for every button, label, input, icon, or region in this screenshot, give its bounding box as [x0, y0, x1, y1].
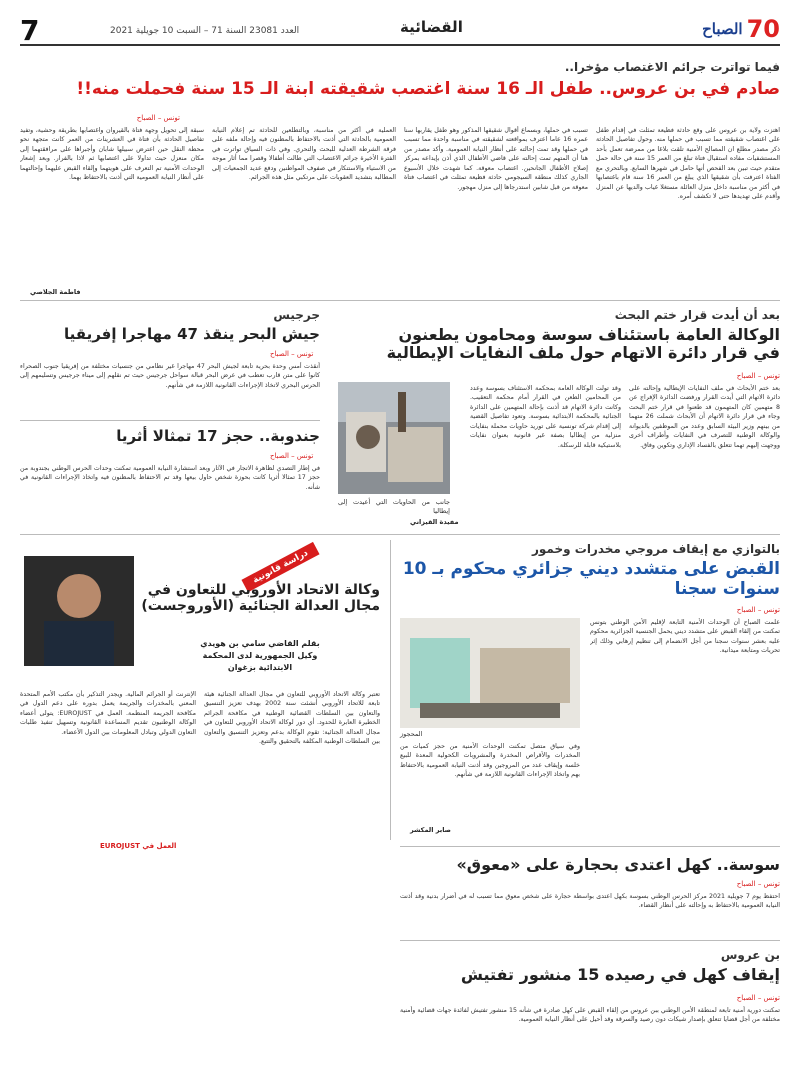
story2-col: بعد ختم الأبحاث في ملف النفايات الإيطالية وإحالته على دائرة الاتهام التي أيدت القرار ورفضت الدائرة الإفراج عن 8 متهمين كان المتهمون قد طعنوا في قرار ختم البحث وجاء في قرار دائرة الاتهام أن الأبحاث شملت 26 متهما من بينهم وزير البيئة السابق وعدد من الموظفين بالديوانة والوكالة الوطنية للتصرف في النفايات وأطراف أخرى ووجهت إليهم تهما تتعلق بالفساد الإداري وتكوين وفاق. [629, 385, 780, 449]
story5-body [590, 618, 780, 798]
story4-headline [20, 428, 320, 445]
story1-col: العملية في أكثر من مناسبة، وبالتطلعين للحادثة تم إعلام النيابة العمومية بالحادثة التي أذنت بالاحتفاظ بالمظنون فيه وإحالة ملفه على فرقة الشرطة العدلية للبحث والتحري. وفي ذات السياق تواترت في الفترة الأخيرة جرائم الاغتصاب التي طالت أطفالا وقصرا مما أثار موجة من الاستياء والاستنكار في صفوف المواطنين ودفع عديد الجمعيات إلى المطالبة بتشديد العقوبات على مرتكبي مثل هذه الجرائم. [212, 127, 396, 182]
story4-kicker: جندوبة.. [258, 427, 320, 445]
story5-col: علمت الصباح أن الوحدات الأمنية التابعة لإقليم الأمن الوطني بتونس تمكنت من إلقاء القبض على متشدد ديني يحمل الجنسية الجزائرية محكوم عليه بعشر سنوات سجنا من أجل الانضمام إلى تنظيم إرهابي وذلك إثر تحريات ومتابعة ميدانية. [590, 619, 780, 655]
author-credit [140, 638, 380, 674]
story1-signature: فاطمة الجلاصي [30, 288, 81, 296]
story8-headline: إيقاف كهل في رصيده 15 منشور تفتيش [460, 965, 780, 984]
story5-byline: تونس – الصباح [736, 606, 780, 614]
column-divider [390, 540, 391, 840]
page-number: 7 [20, 14, 40, 47]
story5-col2: وفي سياق متصل تمكنت الوحدات الأمنية من حجز كميات من المخدرات والأقراص المخدرة والمشروبات الكحولية المعدة للبيع خلسة وإيقاف عدد من المروجين وقد أذنت النيابة العمومية بالاحتفاظ بهم واتخاذ الإجراءات القانونية اللازمة في شأنهم. [400, 743, 580, 779]
story1-kicker: فيما تواترت جرائم الاغتصاب مؤخرا.. [564, 60, 780, 74]
photo2-caption: المحجوز [400, 730, 423, 738]
section-title: القضائية [400, 18, 463, 36]
story1-col: سبقة إلى تحويل وجهة فتاة بالقيروان واغتصابها بطريقة وحشية، وتفيد تفاصيل الحادثة بأن فتاة في العشرينات من العمر كانت متجهة نحو محطة النقل حين اعترض سبيلها شابان وأجبراها على مرافقتهما إلى مكان منعزل حيث تداولا على اغتصابها ثم لاذا بالفرار. وبعد إشعار الوحدات الأمنية تم التعرف على هويتهما وإلقاء القبض عليهما وإحالتهما على أنظار النيابة العمومية التي أذنت بالاحتفاظ بهما. [20, 127, 204, 182]
story1-col: اهتزت ولاية بن عروس على وقع حادثة فظيعة تمثلت في إقدام طفل على اغتصاب شقيقته مما تسبب في حملها منه. وحول تفاصيل الحادثة ذكر مصدر مطلع ان المصالح الأمنية تلقت بلاغا من ممرضة تعمل بأحد المستشفيات مفاده استقبال فتاة تبلغ من العمر 15 سنة في حالة حمل متقدم حيث تبين بعد الفحص أنها حامل في شهرها السابع. وبالتحري مع الفتاة اعترفت بأن شقيقها الذي يبلغ من العمر 16 سنة قام باغتصابها في أكثر من مناسبة داخل منزل العائلة مستغلا غياب والديها عن المنزل وأقدم على تهديدها حتى لا تكشف أمره. [596, 127, 780, 201]
masthead [20, 14, 780, 46]
story2-col: وقد تولت الوكالة العامة بمحكمة الاستئناف بسوسة وعدد من المحامين الطعن في القرار أمام محكمة التعقيب. وكانت دائرة الاتهام قد أذنت بإحالة المتهمين على الدائرة الجنائية بالمحكمة الابتدائية بسوسة. وتعود تفاصيل القضية إلى إقدام شركة تونسية على توريد حاويات محملة بنفايات منزلية من إيطاليا بصفة غير قانونية بعنوان نفايات بلاستيكية قابلة للرسكلة. [470, 385, 621, 449]
story7-kicker: سوسة.. [716, 855, 780, 874]
logo-70-icon: 70 [746, 15, 780, 43]
divider [20, 300, 780, 301]
story6-col: تعتبر وكالة الاتحاد الأوروبي للتعاون في مجال العدالة الجنائية هيئة تابعة للاتحاد الأوروبي أنشئت سنة 2002 بهدف تعزيز التنسيق والتعاون بين السلطات القضائية الوطنية في مكافحة الجرائم الخطيرة العابرة للحدود. أي دور لوكالة الاتحاد الأوروبي للتعاون في مجال العدالة الجنائية: تقوم الوكالة بدعم وتعزيز التنسيق والتعاون بين السلطات الوطنية المكلفة بالتحقيق والتتبع. [204, 691, 380, 746]
story3-byline: تونس – الصباح [270, 350, 314, 358]
waste-containers-photo [338, 382, 450, 494]
author-portrait [24, 556, 134, 666]
story8-kicker: بن عروس [720, 948, 780, 962]
author-line: وكيل الجمهورية لدى المحكمة [202, 651, 318, 660]
story3-body: أنقذت أمس وحدة بحرية تابعة لجيش البحر 47 مهاجرا غير نظامي من جنسيات مختلفة من إفريقيا جنوب الصحراء كانوا على متن قارب تعطب في عرض البحر قبالة سواحل جرجيس حيث تم نقلهم إلى ميناء جرجيس وتسليمهم إلى الحرس البحري لاتخاذ الإجراءات القانونية اللازمة في شأنهم. [20, 363, 320, 389]
story4-title: حجز 17 تمثالا أثريا [116, 427, 254, 445]
seized-goods-photo [400, 618, 580, 728]
story5-kicker: بالتوازي مع إيقاف مروجي مخدرات وخمور [532, 542, 780, 556]
story3-kicker: جرجيس [273, 308, 320, 322]
story1-headline: صادم في بن عروس.. طفل الـ 16 سنة اغتصب شقيقته ابنة الـ 15 سنة فحملت منه!! [76, 79, 780, 99]
photo1-signature: مفيدة القيزاني [410, 518, 459, 526]
author-line: بقلم القاضي سامي بن هويدي [200, 639, 320, 648]
divider [20, 534, 780, 535]
story1-body [20, 126, 780, 286]
story7-title: كهل اعتدى بحجارة على «معوق» [456, 855, 712, 874]
story6-subhead: العمل في EUROJUST [100, 842, 177, 850]
story1-byline: تونس – الصباح [136, 114, 180, 122]
story2-headline: الوكالة العامة باستئناف سوسة ومحامون يطعنون في قرار دائرة الاتهام حول ملف النفايات الإيطالية [386, 325, 780, 363]
story1-col: تسبب في حملها، وبسماع أقوال شقيقها المذكور وهو طفل يقاربها سنا عمره 16 عاما اعترف بمواقعته لشقيقته في مناسبة واحدة مما تسبب في حملها وقد تمت إحالته على أنظار النيابة العمومية. وأكد مصدر من هنا أن المتهم تمت إحالته على قاضي الأطفال الذي أذن بإيداعه بمركز إصلاح الأطفال الجانحين. اغتصاب معوقة. كما شهدت خلال الأسبوع الجاري كذلك منطقة السيجومي حادثة فظيعة تمثلت في اغتصاب فتاة معوقة من قبل شابين استدرجاها إلى منزل مهجور. [404, 127, 588, 191]
author-line: الابتدائية بزغوان [227, 663, 293, 672]
story5-signature: صابر المكشر [410, 826, 451, 834]
story6-body [20, 690, 380, 840]
logo-name: الصباح [702, 20, 743, 38]
story8-byline: تونس – الصباح [736, 994, 780, 1002]
story7-body: احتفظ يوم 7 جويلية 2021 مركز الحرس الوطني بسوسة بكهل اعتدى بواسطة حجارة على شخص معوق مما تسبب له في أضرار بدنية وقد أذنت النيابة العمومية بالاحتفاظ به وإحالته على أنظار القضاء. [400, 893, 780, 910]
divider [400, 846, 780, 847]
story2-body [470, 384, 780, 514]
legal-study-badge: دراسة قانونية [241, 542, 319, 592]
story5-headline: القبض على متشدد ديني جزائري محكوم بـ 10 سنوات سجنا [402, 559, 780, 599]
story3-headline: جيش البحر ينقذ 47 مهاجرا إفريقيا [64, 325, 320, 343]
story6-headline: وكالة الاتحاد الأوروبي للتعاون في مجال العدالة الجنائية (الأوروجست) [141, 582, 380, 615]
story7-byline: تونس – الصباح [736, 880, 780, 888]
story2-kicker: بعد أن أيدت قرار ختم البحث [614, 308, 780, 322]
story4-byline: تونس – الصباح [270, 452, 314, 460]
photo1-caption: جانب من الحاويات التي أعيدت إلى إيطاليا [338, 498, 450, 516]
story2-byline: تونس – الصباح [736, 372, 780, 380]
story8-body: تمكنت دورية أمنية تابعة لمنطقة الأمن الوطني ببن عروس من إلقاء القبض على كهل صادرة في شأنه 15 منشور تفتيش لفائدة جهات قضائية وأمنية مختلفة من أجل قضايا تتعلق بإصدار شيكات دون رصيد والسرقة وقد أحيل على أنظار النيابة العمومية. [400, 1007, 780, 1024]
story4-body: في إطار التصدي لظاهرة الاتجار في الآثار وبعد استشارة النيابة العمومية تمكنت وحدات الحرس الوطني بجندوبة من حجز 17 تمثالا أثريا كانت بحوزة شخص حاول بيعها وقد تم الاحتفاظ بالمظنون فيه واتخاذ الإجراءات القانونية في شأنه. [20, 465, 320, 491]
dateline: العدد 23081 السنة 71 – السبت 10 جويلية 2021 [110, 26, 300, 36]
divider [400, 940, 780, 941]
story7-headline [400, 856, 780, 874]
newspaper-logo [702, 14, 780, 44]
divider [20, 420, 320, 421]
story6-col: الإنترنت أو الجرائم المالية. ويجدر التذكير بأن مكتب الأمم المتحدة المعني بالمخدرات والجريمة يعمل بدوره على دعم الدول في مكافحة الجريمة المنظمة. العمل في EUROJUST: يتولى أعضاء الوكالة الوطنيون تقديم المساعدة القانونية وتسهيل تنفيذ طلبات التعاون الدولي وتبادل المعلومات بين الدول الأعضاء. [20, 691, 196, 736]
